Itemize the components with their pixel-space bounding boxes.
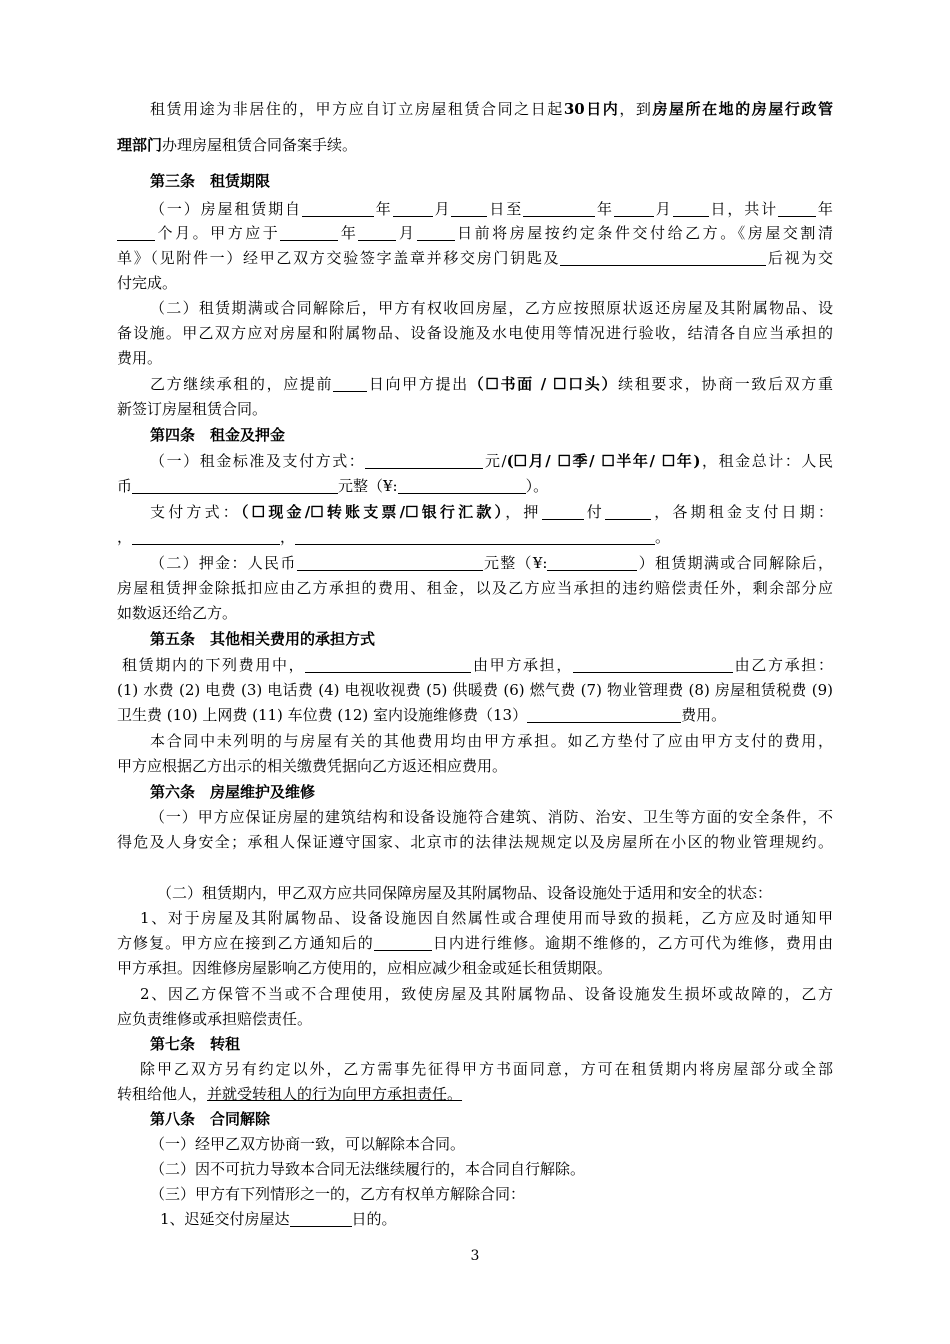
article-3-title: 第三条 租赁期限 [150, 172, 271, 190]
article-5-title: 第五条 其他相关费用的承担方式 [150, 630, 376, 648]
blank-field [398, 477, 526, 494]
blank-field [560, 249, 766, 266]
intro-line-2: 理部门办理房屋租赁合同备案手续。 [117, 136, 358, 154]
blank-field [365, 452, 483, 469]
blank-field [290, 1210, 352, 1227]
art4-p3-line-2: 房屋租赁押金除抵扣应由乙方承担的费用、租金，以及乙方应当承担的违约赔偿责任外，剩余部分应 [117, 579, 833, 597]
blank-field [778, 200, 816, 217]
art8-item-2: （二）因不可抗力导致本合同无法继续履行的，本合同自行解除。 [150, 1160, 586, 1178]
art6-p1-line-2: 得危及人身安全；承租人保证遵守国家、北京市的法律法规规定以及房屋所在小区的物业管理规约。 [117, 833, 833, 851]
article-6-title: 第六条 房屋维护及维修 [150, 783, 316, 801]
article-8-title: 第八条 合同解除 [150, 1110, 271, 1128]
art4-p3-line-1: （二）押金：人民币 元整（¥: ）租赁期满或合同解除后， [150, 554, 833, 572]
article-4-title: 第四条 租金及押金 [150, 426, 286, 444]
art6-p2-line-1: （二）租赁期内，甲乙双方应共同保障房屋及其附属物品、设备设施处于适用和安全的状态： [157, 884, 773, 902]
art8-item-1: （一）经甲乙双方协商一致，可以解除本合同。 [150, 1135, 466, 1153]
art4-p3-line-3: 如数返还给乙方。 [117, 604, 238, 622]
art6-p4-line-1: 2、因乙方保管不当或不合理使用，致使房屋及其附属物品、设备设施发生损坏或故障的，乙方 [140, 985, 833, 1003]
blank-field [527, 706, 681, 723]
page-number: 3 [470, 1248, 480, 1264]
art6-p4-line-2: 应负责维修或承担赔偿责任。 [117, 1010, 313, 1028]
art4-p2-line-1: 支付方式：（☐现金/☐转账支票/☐银行汇款），押 付 ，各期租金支付日期： [150, 503, 833, 521]
art4-p1-line-1: （一）租金标准及支付方式： 元/(☐月/ ☐季/ ☐半年/ ☐年)，租金总计：人民 [150, 452, 833, 470]
blank-field [132, 528, 280, 545]
blank-field [542, 503, 584, 520]
blank-field [523, 200, 595, 217]
blank-field [417, 224, 455, 241]
blank-field [673, 200, 709, 217]
art6-p3-line-3: 甲方承担。因维修房屋影响乙方使用的，应相应减少租金或延长租赁期限。 [117, 959, 613, 977]
intro-line-1: 租赁用途为非居住的，甲方应自订立房屋租赁合同之日起30日内，到房屋所在地的房屋行政管 [150, 100, 833, 118]
blank-field [117, 224, 155, 241]
art5-p1-line-1: 租赁期内的下列费用中， 由甲方承担， 由乙方承担： [122, 656, 833, 674]
art7-p1-line-1: 除甲乙双方另有约定以外，乙方需事先征得甲方书面同意，方可在租赁期内将房屋部分或全部 [140, 1060, 833, 1078]
art3-p1-line-4: 付完成。 [117, 274, 178, 292]
art3-p1-line-3: 单》（见附件一）经甲乙双方交验签字盖章并移交房门钥匙及 后视为交 [117, 249, 833, 267]
blank-field [547, 554, 637, 571]
art3-p3-line-1: 乙方继续承租的，应提前 日向甲方提出（☐书面 / ☐口头）续租要求，协商一致后双方重 [150, 375, 833, 393]
art5-p2-line-1: 本合同中未列明的与房屋有关的其他费用均由甲方承担。如乙方垫付了应由甲方支付的费用， [150, 732, 833, 750]
art6-p3-line-1: 1、对于房屋及其附属物品、设备设施因自然属性或合理使用而导致的损耗，乙方应及时通知甲 [140, 909, 833, 927]
art5-p1-line-3: 卫生费 (10) 上网费 (11) 车位费 (12) 室内设施维修费（13） 费用。 [117, 706, 727, 724]
art8-item-4: 1、迟延交付房屋达 日的。 [160, 1210, 397, 1228]
blank-field [333, 375, 367, 392]
art8-item-3: （三）甲方有下列情形之一的，乙方有权单方解除合同： [150, 1185, 526, 1203]
blank-field [280, 224, 338, 241]
blank-field [295, 528, 655, 545]
blank-field [132, 477, 338, 494]
blank-field [297, 554, 483, 571]
blank-field [573, 656, 733, 673]
art4-p1-line-2: 币 元整（¥: ）。 [117, 477, 549, 495]
art3-p1-line-1: （一）房屋租赁期自 年 月 日至 年 月 日，共计 年 [150, 200, 833, 218]
blank-field [605, 503, 651, 520]
art4-p2-line-2: ， ， 。 [117, 528, 671, 546]
art3-p3-line-2: 新签订房屋租赁合同。 [117, 400, 268, 418]
blank-field [358, 224, 396, 241]
blank-field [614, 200, 654, 217]
art6-p1-line-1: （一）甲方应保证房屋的建筑结构和设备设施符合建筑、消防、治安、卫生等方面的安全条件，不 [150, 808, 833, 826]
art7-p1-line-2: 转租给他人，并就受转租人的行为向甲方承担责任。 [117, 1085, 463, 1103]
blank-field [374, 934, 432, 951]
blank-field [302, 200, 374, 217]
blank-field [393, 200, 433, 217]
article-7-title: 第七条 转租 [150, 1035, 241, 1053]
art3-p2-line-1: （二）租赁期满或合同解除后，甲方有权收回房屋，乙方应按照原状返还房屋及其附属物品、设 [150, 299, 833, 317]
art5-p2-line-2: 甲方应根据乙方出示的相关缴费凭据向乙方返还相应费用。 [117, 757, 508, 775]
art6-p3-line-2: 方修复。甲方应在接到乙方通知后的 日内进行维修。逾期不维修的，乙方可代为维修，费用由 [117, 934, 833, 952]
art3-p2-line-3: 费用。 [117, 349, 163, 367]
blank-field [451, 200, 487, 217]
blank-field [305, 656, 471, 673]
art3-p1-line-2: 个月。甲方应于 年 月 日前将房屋按约定条件交付给乙方。《房屋交割清 [117, 222, 833, 244]
art5-p1-line-2: (1) 水费 (2) 电费 (3) 电话费 (4) 电视收视费 (5) 供暖费 (6) 燃气费 (7) 物业管理费 (8) 房屋租赁税费 (9) [117, 681, 833, 699]
art3-p2-line-2: 备设施。甲乙双方应对房屋和附属物品、设备设施及水电使用等情况进行验收，结清各自应当承担的 [117, 324, 833, 342]
